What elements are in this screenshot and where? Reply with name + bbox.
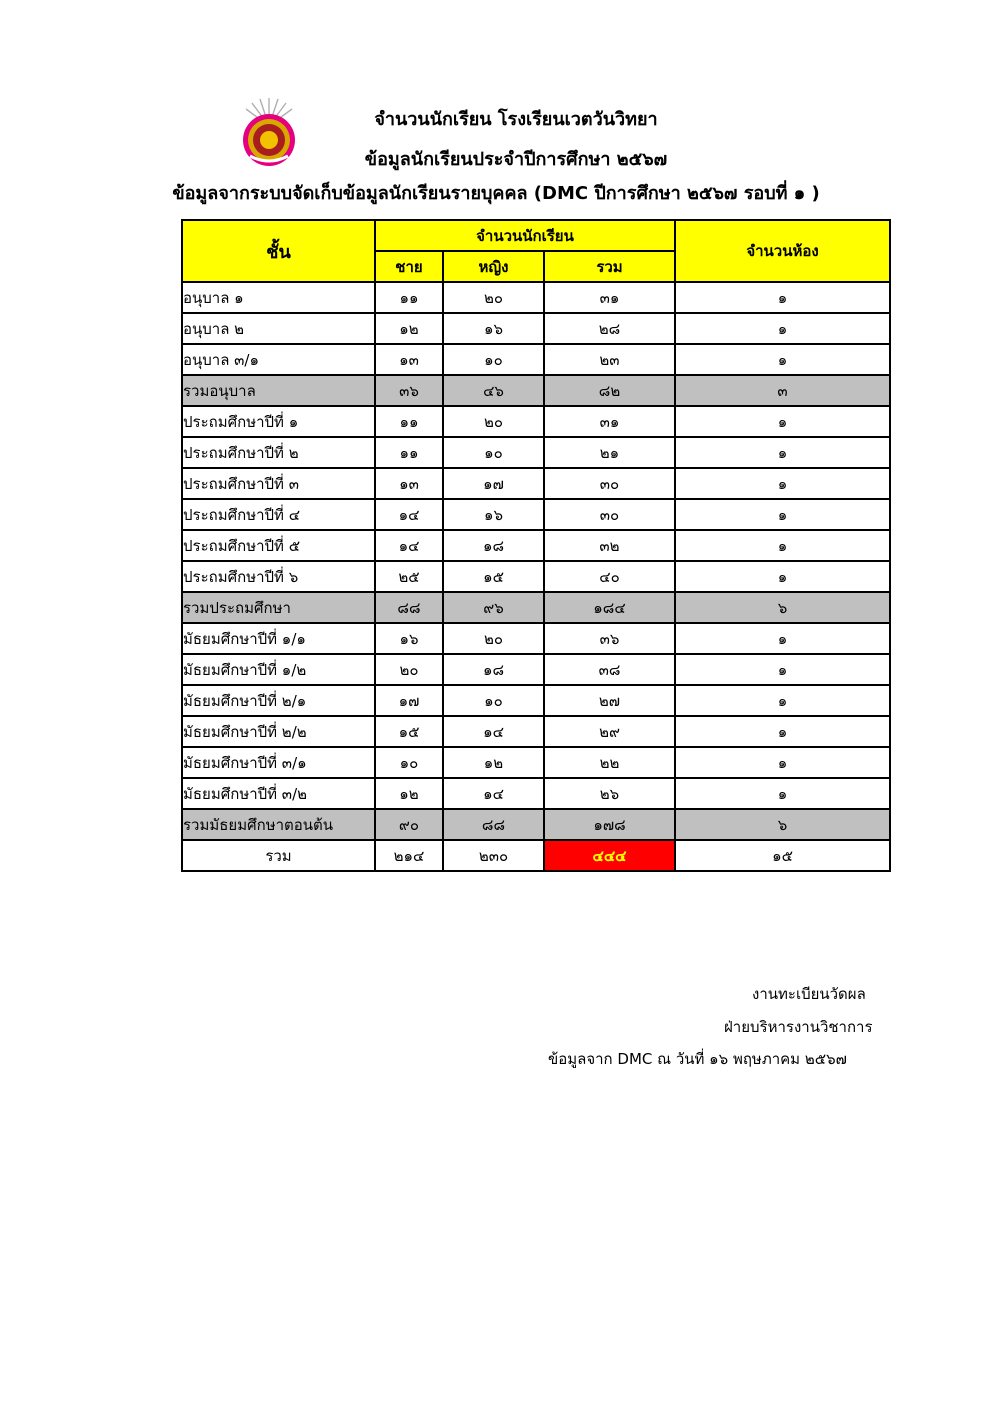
male-count-cell: ๑๕ (375, 716, 443, 747)
female-count-cell: ๑๕ (443, 561, 544, 592)
grade-cell: มัธยมศึกษาปีที่ ๒/๒ (182, 716, 375, 747)
page-title: จำนวนนักเรียน โรงเรียนเวตวันวิทยา (374, 109, 658, 130)
room-count-cell: ๑ (675, 778, 890, 809)
female-count-cell: ๘๘ (443, 809, 544, 840)
male-count-cell: ๑๓ (375, 344, 443, 375)
total-count-cell: ๒๒ (544, 747, 675, 778)
grade-cell: มัธยมศึกษาปีที่ ๑/๑ (182, 623, 375, 654)
grade-cell: มัธยมศึกษาปีที่ ๑/๒ (182, 654, 375, 685)
table-row (182, 468, 890, 499)
total-count-cell: ๒๑ (544, 437, 675, 468)
table-row (182, 654, 890, 685)
male-count-cell: ๑๑ (375, 282, 443, 313)
grade-cell: อนุบาล ๑ (182, 282, 375, 313)
table-row (182, 778, 890, 809)
male-count-cell: ๑๒ (375, 778, 443, 809)
room-count-cell: ๑ (675, 344, 890, 375)
grade-cell: มัธยมศึกษาปีที่ ๓/๒ (182, 778, 375, 809)
grade-cell: รวมประถมศึกษา (182, 592, 375, 623)
room-count-cell: ๖ (675, 592, 890, 623)
total-count-cell: ๒๙ (544, 716, 675, 747)
female-count-cell: ๑๖ (443, 313, 544, 344)
female-count-cell: ๑๔ (443, 716, 544, 747)
total-count-cell: ๘๒ (544, 375, 675, 406)
page-subtitle: ข้อมูลนักเรียนประจำปีการศึกษา ๒๕๖๗ (364, 149, 668, 170)
female-count-cell: ๒๐ (443, 282, 544, 313)
room-count-cell: ๑ (675, 530, 890, 561)
grade-cell: ประถมศึกษาปีที่ ๕ (182, 530, 375, 561)
total-count-cell: ๓๐ (544, 468, 675, 499)
female-count-cell: ๑๒ (443, 747, 544, 778)
total-count-cell: ๓๐ (544, 499, 675, 530)
table-row (182, 406, 890, 437)
male-count-cell: ๑๒ (375, 313, 443, 344)
female-count-cell: ๑๔ (443, 778, 544, 809)
room-count-cell: ๑ (675, 282, 890, 313)
room-count-cell: ๖ (675, 809, 890, 840)
total-count-cell: ๓๑ (544, 406, 675, 437)
table-row (182, 685, 890, 716)
room-count-cell: ๑ (675, 623, 890, 654)
male-count-cell: ๘๘ (375, 592, 443, 623)
total-count-cell: ๒๗ (544, 685, 675, 716)
total-count-cell: ๓๘ (544, 654, 675, 685)
header-students: จำนวนนักเรียน (375, 220, 675, 251)
header-total: รวม (544, 251, 675, 282)
total-count-cell: ๓๑ (544, 282, 675, 313)
room-count-cell: ๓ (675, 375, 890, 406)
male-count-cell: ๑๔ (375, 499, 443, 530)
grand-total-female: ๒๓๐ (443, 840, 544, 871)
female-count-cell: ๑๘ (443, 654, 544, 685)
header-female: หญิง (443, 251, 544, 282)
male-count-cell: ๓๖ (375, 375, 443, 406)
table-body (182, 282, 890, 840)
table-row (182, 530, 890, 561)
footer-division: ฝ่ายบริหารงานวิชาการ (724, 1018, 873, 1036)
grade-cell: ประถมศึกษาปีที่ ๒ (182, 437, 375, 468)
table-row (182, 623, 890, 654)
table-row (182, 716, 890, 747)
room-count-cell: ๑ (675, 747, 890, 778)
room-count-cell: ๑ (675, 468, 890, 499)
male-count-cell: ๑๐ (375, 747, 443, 778)
grade-cell: รวมอนุบาล (182, 375, 375, 406)
table-row (182, 499, 890, 530)
grade-cell: ประถมศึกษาปีที่ ๑ (182, 406, 375, 437)
female-count-cell: ๒๐ (443, 406, 544, 437)
total-count-cell: ๒๓ (544, 344, 675, 375)
grade-cell: ประถมศึกษาปีที่ ๖ (182, 561, 375, 592)
male-count-cell: ๑๑ (375, 406, 443, 437)
female-count-cell: ๙๖ (443, 592, 544, 623)
total-count-cell: ๓๖ (544, 623, 675, 654)
grade-cell: อนุบาล ๒ (182, 313, 375, 344)
room-count-cell: ๑ (675, 716, 890, 747)
female-count-cell: ๑๐ (443, 437, 544, 468)
grand-total-male: ๒๑๔ (375, 840, 443, 871)
table-row (182, 561, 890, 592)
header-grade: ชั้น (182, 220, 375, 282)
male-count-cell: ๑๔ (375, 530, 443, 561)
student-count-table (181, 219, 891, 872)
female-count-cell: ๑๐ (443, 685, 544, 716)
total-count-cell: ๔๐ (544, 561, 675, 592)
total-count-cell: ๒๘ (544, 313, 675, 344)
male-count-cell: ๑๓ (375, 468, 443, 499)
male-count-cell: ๑๖ (375, 623, 443, 654)
header-male: ชาย (375, 251, 443, 282)
room-count-cell: ๑ (675, 561, 890, 592)
grade-cell: มัธยมศึกษาปีที่ ๒/๑ (182, 685, 375, 716)
grade-cell: ประถมศึกษาปีที่ ๓ (182, 468, 375, 499)
table-row (182, 344, 890, 375)
female-count-cell: ๑๐ (443, 344, 544, 375)
room-count-cell: ๑ (675, 406, 890, 437)
room-count-cell: ๑ (675, 685, 890, 716)
male-count-cell: ๑๗ (375, 685, 443, 716)
female-count-cell: ๑๖ (443, 499, 544, 530)
grade-cell: รวมมัธยมศึกษาตอนต้น (182, 809, 375, 840)
table-header-row (182, 220, 890, 251)
male-count-cell: ๒๕ (375, 561, 443, 592)
room-count-cell: ๑ (675, 499, 890, 530)
total-count-cell: ๓๒ (544, 530, 675, 561)
grade-cell: มัธยมศึกษาปีที่ ๓/๑ (182, 747, 375, 778)
grand-total-rooms: ๑๕ (675, 840, 890, 871)
table-row (182, 313, 890, 344)
page-source-note: ข้อมูลจากระบบจัดเก็บข้อมูลนักเรียนรายบุคคล (DMC ปีการศึกษา ๒๕๖๗ รอบที่ ๑ ) (172, 183, 820, 204)
grand-total-row (182, 840, 890, 871)
male-count-cell: ๙๐ (375, 809, 443, 840)
total-count-cell: ๑๗๘ (544, 809, 675, 840)
grand-total-label: รวม (182, 840, 375, 871)
male-count-cell: ๑๑ (375, 437, 443, 468)
female-count-cell: ๒๐ (443, 623, 544, 654)
subtotal-row (182, 375, 890, 406)
total-count-cell: ๒๖ (544, 778, 675, 809)
female-count-cell: ๑๗ (443, 468, 544, 499)
table-row (182, 437, 890, 468)
subtotal-row (182, 592, 890, 623)
total-count-cell: ๑๘๔ (544, 592, 675, 623)
footer-data-date: ข้อมูลจาก DMC ณ วันที่ ๑๖ พฤษภาคม ๒๕๖๗ (548, 1050, 847, 1068)
room-count-cell: ๑ (675, 654, 890, 685)
table-row (182, 747, 890, 778)
subtotal-row (182, 809, 890, 840)
grade-cell: อนุบาล ๓/๑ (182, 344, 375, 375)
header-rooms: จำนวนห้อง (675, 220, 890, 282)
room-count-cell: ๑ (675, 313, 890, 344)
female-count-cell: ๔๖ (443, 375, 544, 406)
male-count-cell: ๒๐ (375, 654, 443, 685)
female-count-cell: ๑๘ (443, 530, 544, 561)
footer-department: งานทะเบียนวัดผล (752, 985, 866, 1003)
room-count-cell: ๑ (675, 437, 890, 468)
grand-total-students: ๔๔๔ (544, 840, 675, 871)
grade-cell: ประถมศึกษาปีที่ ๔ (182, 499, 375, 530)
table-row (182, 282, 890, 313)
